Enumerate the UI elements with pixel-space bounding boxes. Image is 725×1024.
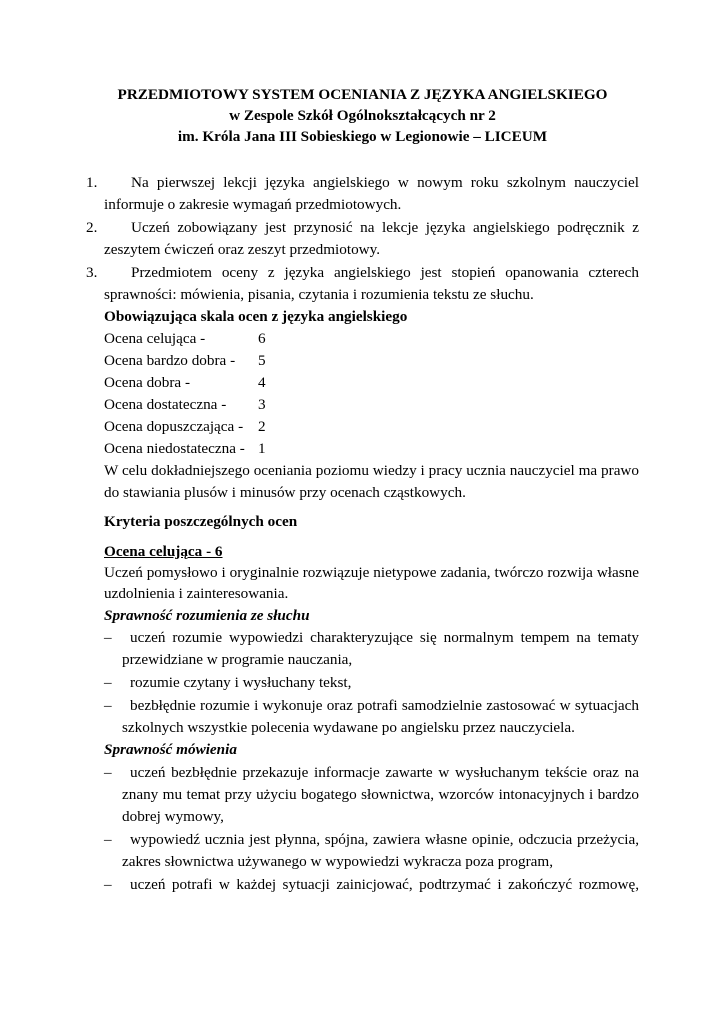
item-text: zeszytem ćwiczeń oraz zeszyt przedmiotowy. [104,241,381,258]
bullet-text: uczeń potrafi w każdej sytuacji zainicjować, podtrzymać i zakończyć rozmowę, [130,876,639,893]
item-text: sprawności: mówienia, pisania, czytania i rozumienia tekstu ze słuchu. [104,286,534,303]
school-name: w Zespole Szkół Ogólnokształcących nr 2 [229,107,496,124]
grade-value: 4 [258,374,266,391]
item-text: informuje o zakresie wymagań przedmiotowych. [104,196,402,213]
grade-value: 6 [258,330,266,347]
criteria-heading: Kryteria poszczególnych ocen [104,513,298,530]
grade-intro: Uczeń pomysłowo i oryginalnie rozwiązuje nietypowe zadania, twórczo rozwija własne [104,564,639,581]
bullet-text: wypowiedź ucznia jest płynna, spójna, zawiera własne opinie, odczucia przeżycia, [130,831,639,848]
bullet-dash: – [104,674,112,691]
bullet-text: rozumie czytany i wysłuchany tekst, [130,674,352,691]
grade-value: 5 [258,352,266,369]
bullet-text: zakres słownictwa używanego w wypowiedzi wykracza poza program, [122,853,553,870]
bullet-text: bezbłędnie rozumie i wykonuje oraz potrafi samodzielnie zastosować w sytuacjach [130,697,639,714]
grade-label: Ocena celująca - [104,330,206,347]
item-text: Na pierwszej lekcji języka angielskiego w nowym roku szkolnym nauczyciel [131,174,639,191]
listening-heading: Sprawność rozumienia ze słuchu [104,607,310,624]
speaking-heading: Sprawność mówienia [104,741,237,758]
bullet-dash: – [104,831,112,848]
document-title: PRZEDMIOTOWY SYSTEM OCENIANIA Z JĘZYKA ANGIELSKIEGO [117,86,608,103]
item-number: 3. [86,264,98,281]
grade-label: Ocena dostateczna - [104,396,227,413]
item-number: 1. [86,174,98,191]
grade-label: Ocena dobra - [104,374,191,391]
bullet-text: uczeń bezbłędnie przekazuje informacje zawarte w wysłuchanym tekście oraz na [130,764,639,781]
bullet-dash: – [104,764,112,781]
bullet-text: dobrej wymowy, [122,808,224,825]
bullet-text: uczeń rozumie wypowiedzi charakteryzujące się normalnym tempem na tematy [130,629,639,646]
item-text: Uczeń zobowiązany jest przynosić na lekcje języka angielskiego podręcznik z [131,219,639,236]
scale-note: W celu dokładniejszego oceniania poziomu wiedzy i pracy ucznia nauczyciel ma prawo [104,462,639,479]
item-text: Przedmiotem oceny z języka angielskiego jest stopień opanowania czterech [131,264,639,281]
bullet-dash: – [104,876,112,893]
grade-scale-heading: Obowiązująca skala ocen z języka angielskiego [104,308,408,325]
bullet-dash: – [104,629,112,646]
grade-heading: Ocena celująca - 6 [104,543,223,560]
bullet-text: przewidziane w programie nauczania, [122,651,353,668]
grade-value: 1 [258,440,266,457]
bullet-dash: – [104,697,112,714]
grade-value: 3 [258,396,266,413]
bullet-text: szkolnych wszystkie polecenia wydawane po angielsku przez nauczyciela. [122,719,575,736]
grade-label: Ocena niedostateczna - [104,440,245,457]
grade-label: Ocena bardzo dobra - [104,352,236,369]
item-number: 2. [86,219,98,236]
bullet-text: znany mu temat przy użyciu bogatego słownictwa, wzorców intonacyjnych i bardzo [122,786,639,803]
grade-value: 2 [258,418,266,435]
grade-intro: uzdolnienia i zainteresowania. [104,585,289,602]
school-patron: im. Króla Jana III Sobieskiego w Legionowie – LICEUM [177,128,548,145]
scale-note: do stawiania plusów i minusów przy ocenach cząstkowych. [104,484,466,501]
grade-label: Ocena dopuszczająca - [104,418,244,435]
